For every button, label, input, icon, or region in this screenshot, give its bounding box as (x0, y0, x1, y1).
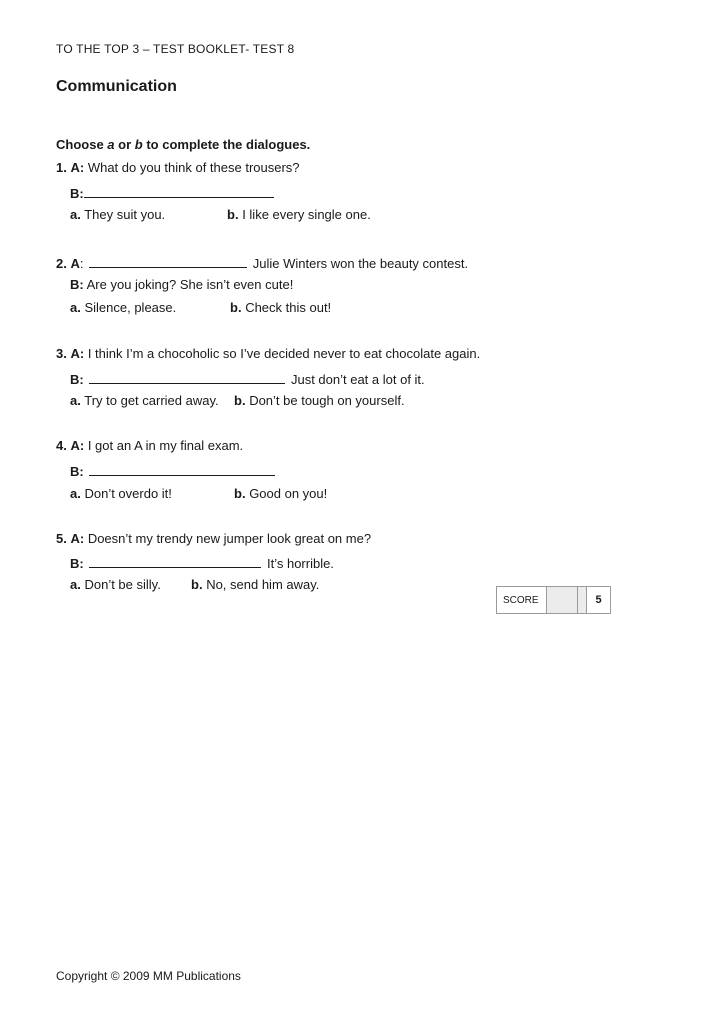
question-5-option-a: a. Don’t be silly. (70, 577, 161, 592)
question-1-b: B: (70, 184, 276, 201)
answer-blank-4[interactable] (89, 462, 275, 476)
answer-blank-2[interactable] (89, 254, 247, 268)
question-2-option-b: b. Check this out! (230, 300, 332, 315)
question-4-option-b: b. Good on you! (234, 486, 328, 501)
question-5-a: 5. A: Doesn’t my trendy new jumper look great on me? (56, 531, 372, 546)
question-1-a: 1. A: What do you think of these trousers? (56, 160, 300, 175)
question-2-a: 2. A: Julie Winters won the beauty contest. (56, 256, 469, 271)
copyright-footer: Copyright © 2009 MM Publications (56, 969, 241, 983)
question-2-b: B: Are you joking? She isn’t even cute! (70, 277, 294, 292)
question-4-b: B: (70, 462, 277, 479)
score-divider-cell (578, 587, 587, 613)
score-box (496, 586, 611, 614)
question-3-option-a: a. Try to get carried away. (70, 393, 219, 408)
section-title: Communication (56, 78, 177, 95)
score-total: 5 (595, 594, 602, 606)
score-label: SCORE (497, 587, 547, 613)
question-5-b: B: It’s horrible. (70, 556, 334, 571)
question-2-option-a: a. Silence, please. (70, 300, 177, 315)
answer-blank-5[interactable] (89, 554, 261, 568)
question-3-option-b: b. Don’t be tough on yourself. (234, 393, 405, 408)
instructions: Choose a or b to complete the dialogues. (56, 137, 311, 152)
question-1-option-a: a. They suit you. (70, 207, 166, 222)
question-1-option-b: b. I like every single one. (227, 207, 371, 222)
score-entry-cell[interactable] (547, 587, 578, 613)
answer-blank-1[interactable] (84, 184, 274, 198)
answer-blank-3[interactable] (89, 370, 285, 384)
question-3-b: B: Just don’t eat a lot of it. (70, 372, 425, 387)
question-5-option-b: b. No, send him away. (191, 577, 320, 592)
question-3-a: 3. A: I think I’m a chocoholic so I’ve decided never to eat chocolate again. (56, 346, 481, 361)
page-header: TO THE TOP 3 – TEST BOOKLET- TEST 8 (56, 42, 295, 56)
question-4-option-a: a. Don’t overdo it! (70, 486, 172, 501)
question-4-a: 4. A: I got an A in my final exam. (56, 438, 244, 453)
